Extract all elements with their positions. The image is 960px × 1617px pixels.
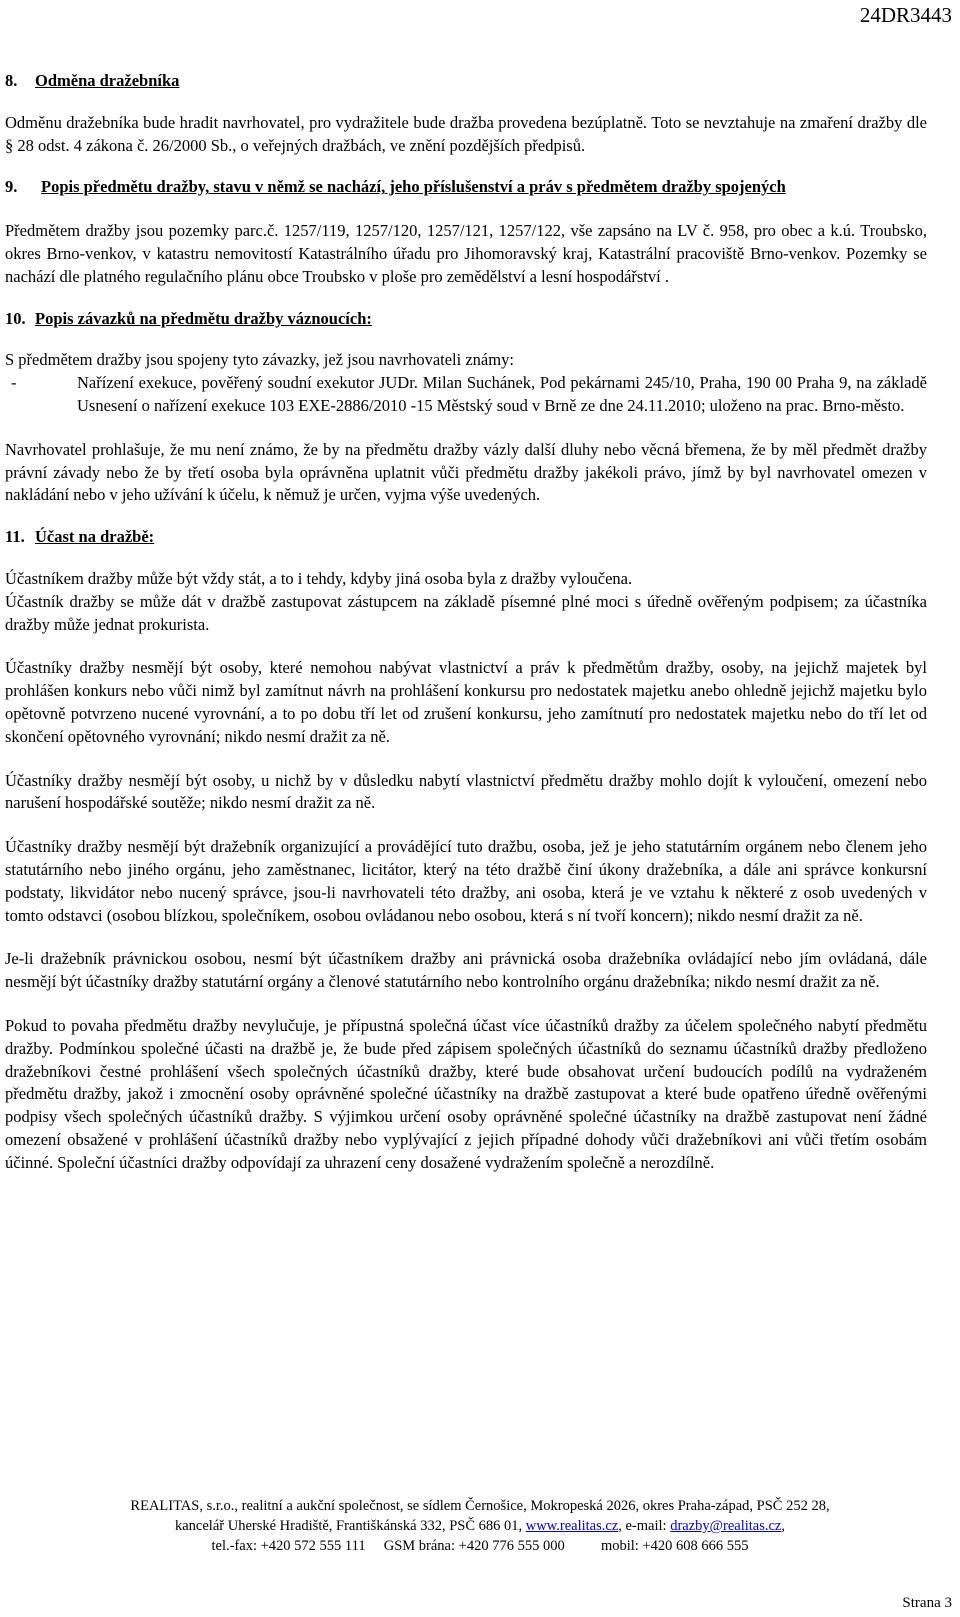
website-link[interactable]: www.realitas.cz xyxy=(525,1518,619,1534)
footer-office-line xyxy=(60,1516,900,1536)
document-reference: 24DR3443 xyxy=(859,3,952,27)
section-9-heading xyxy=(5,176,927,199)
bullet-mark: - xyxy=(11,373,17,393)
section-number: 11. xyxy=(5,527,25,547)
section-title: Odměna dražebníka xyxy=(35,71,180,90)
section-number: 8. xyxy=(5,71,18,90)
section-11-paragraph-6: Pokud to povaha předmětu dražby nevylučuje, je přípustná společná účast více účastníků dražby za účelem společného nabytí předmětu dražby. Podmínkou společné účasti na dražbě je, že bude před zápisem společných účastníků do seznamu účastníků dražby předloženo dražebníkovi čestné prohlášení všech společných účastníků dražby, které bude obsahovat určení budoucích podílů na vydraženém předmětu dražby, jakož i zmocnění osoby oprávněné společné účastníky na dražbě zastupovat a které bude opatřeno úředně ověřenými podpisy všech společných účastníků dražby. S výjimkou určení osoby oprávněné společné účastníky na dražbě zastupovat není žádné omezení obsažené v prohlášení účastníků dražby nebo vyplývající z jejich případné dohody vůči dražebníkovi ani vůči třetím osobám účinné. Společní účastníci dražby odpovídají za uhrazení ceny dosažené vydražením společně a nerozdílně. xyxy=(5,1015,927,1172)
section-10-paragraph: Navrhovatel prohlašuje, že mu není známo, že by na předmětu dražby vázly další dluhy nebo věcná břemena, že by měl předmět dražby právní závady nebo že by třetí osoba byla oprávněna uplatnit vůči předmětu dražby jakékoli právo, jímž by byl navrhovatel omezen v nakládání nebo v jeho užívání k účelu, k němuž je určen, vyjma výše uvedených. xyxy=(5,439,927,505)
section-11-paragraph-5: Je-li dražebník právnickou osobou, nesmí být účastníkem dražby ani právnická osoba dražebníka ovládající nebo jím ovládaná, dále nesmějí být účastníky dražby statutární orgány a členové statutárního nebo kontrolního orgánu dražebníka; nikdo nesmí dražit za ně. xyxy=(5,949,927,992)
document-body xyxy=(5,70,927,1174)
footer-office-end: , xyxy=(781,1518,785,1534)
section-11-paragraph-1a: Účastníkem dražby může být vždy stát, a to i tehdy, kdyby jiná osoba byla z dražby vyloučena. xyxy=(5,568,633,588)
section-8-heading xyxy=(5,70,927,93)
footer-company-line: REALITAS, s.r.o., realitní a aukční společnost, se sídlem Černošice, Mokropeská 2026, okres Praha-západ, PSČ 252 28, xyxy=(130,1498,830,1514)
email-link[interactable]: drazby@realitas.cz xyxy=(670,1518,782,1534)
section-title: Popis předmětu dražby, stavu v němž se nachází, jeho příslušenství a práv s předmětem dražby spojených xyxy=(41,177,786,197)
section-number: 9. xyxy=(5,177,18,197)
list-item-text: Nařízení exekuce, pověřený soudní exekutor JUDr. Milan Suchánek, Pod pekárnami 245/10, Praha, 190 00 Praha 9, na základě Usnesení o nařízení exekuce 103 EXE-2886/2010 -15 Městský soud v Brně ze dne 24.11.2010; uloženo na prac. Brno-město. xyxy=(77,373,927,415)
section-11-heading xyxy=(5,526,927,549)
list-item xyxy=(5,372,927,418)
section-11-paragraph-2: Účastníky dražby nesmějí být osoby, které nemohou nabývat vlastnictví a práv k předmětům dražby, osoby, na jejichž majetek byl prohlášen konkurs nebo vůči nimž byl zamítnut návrh na prohlášení konkursu pro nedostatek majetku anebo ohledně jejichž majetku bylo opětovně potvrzeno nucené vyrovnání, a to po dobu tří let od zrušení konkursu, jeho zamítnutí pro nedostatek majetku nebo do tří let od skončení opětovného vyrovnání; nikdo nesmí dražit za ně. xyxy=(5,658,927,746)
email-label: , e-mail: xyxy=(618,1518,667,1534)
section-10-intro: S předmětem dražby jsou spojeny tyto závazky, jež jsou navrhovateli známy: xyxy=(5,350,514,370)
section-10-heading xyxy=(5,308,927,331)
section-11-paragraph-1b: Účastník dražby se může dát v dražbě zastupovat zástupcem na základě písemné plné moci s úředně ověřeným podpisem; za účastníka dražby může jednat prokurista. xyxy=(5,591,927,634)
page-footer xyxy=(60,1496,900,1556)
section-number: 10. xyxy=(5,308,26,328)
section-11-paragraph-4: Účastníky dražby nesmějí být dražebník organizující a provádějící tuto dražbu, osoba, jež je jeho statutárním orgánem nebo členem jeho statutárního nebo jiného orgánu, jeho zaměstnanec, licitátor, který na této dražbě činí úkony dražebníka, a dále ani správce konkursní podstaty, likvidátor nebo nucený správce, jsou-li navrhovateli této dražby, ani osoba, která je ve vztahu k některé z osob uvedených v tomto odstavci (osobou blízkou, společníkem, osobou ovládanou nebo osobou, která s ní tvoří koncern); nikdo nesmí dražit za ně. xyxy=(5,837,927,925)
section-title: Účast na dražbě: xyxy=(35,527,155,547)
footer-office-text: kancelář Uherské Hradiště, Františkánská 332, PSČ 686 01, xyxy=(175,1518,523,1534)
page-number: Strana 3 xyxy=(902,1595,952,1611)
section-8-paragraph: Odměnu dražebníka bude hradit navrhovatel, pro vydražitele bude dražba provedena bezúplatně. Toto se nevztahuje na zmaření dražby dle § 28 odst. 4 zákona č. 26/2000 Sb., o veřejných dražbách, ve znění pozdějších předpisů. xyxy=(5,112,927,155)
footer-contact-line: tel.-fax: +420 572 555 111 GSM brána: +420 776 555 000 mobil: +420 608 666 555 xyxy=(211,1538,749,1554)
section-title: Popis závazků na předmětu dražby váznoucích: xyxy=(35,308,372,328)
section-9-paragraph: Předmětem dražby jsou pozemky parc.č. 1257/119, 1257/120, 1257/121, 1257/122, vše zapsáno na LV č. 958, pro obec a k.ú. Troubsko, okres Brno-venkov, v katastru nemovitostí Katastrálního úřadu pro Jihomoravský kraj, Katastrální pracoviště Brno-venkov. Pozemky se nachází dle platného regulačního plánu obce Troubsko v ploše pro zemědělství a lesní hospodářství . xyxy=(5,221,927,286)
section-11-paragraph-3: Účastníky dražby nesmějí být osoby, u nichž by v důsledku nabytí vlastnictví předmětu dražby mohlo dojít k vyloučení, omezení nebo narušení hospodářské soutěže; nikdo nesmí dražit za ně. xyxy=(5,770,927,813)
